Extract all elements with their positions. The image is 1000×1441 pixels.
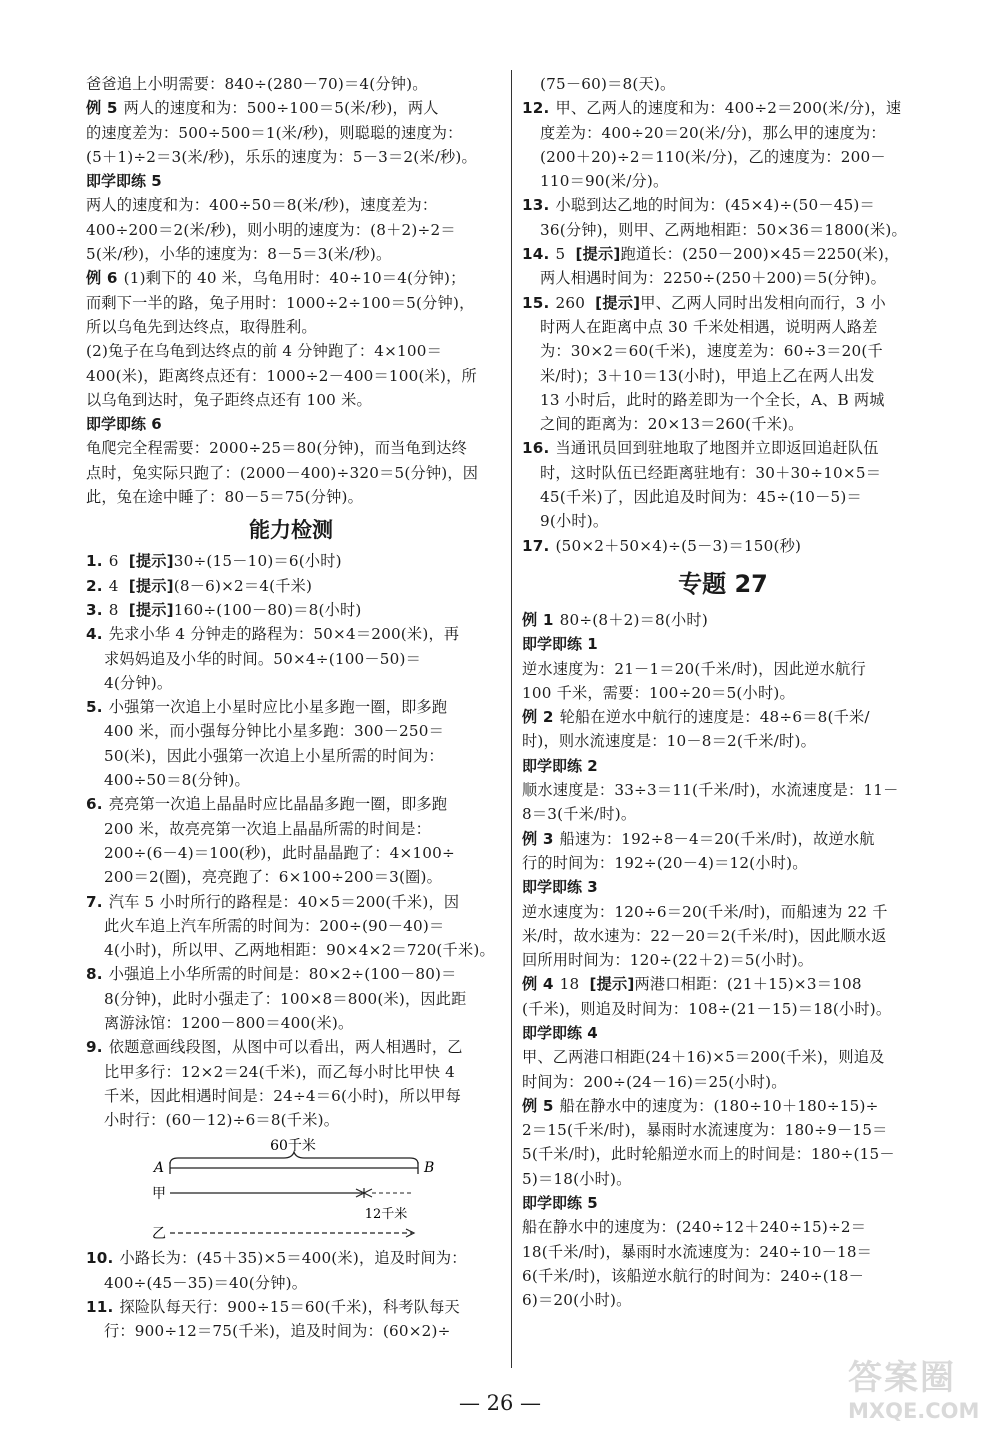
paragraph-line: 45(千米)了，因此追及时间为：45÷(10－5)＝ xyxy=(540,488,862,507)
paragraph-line: 时，这时队伍已经距离驻地有：30＋30÷10×5＝ xyxy=(540,463,882,482)
paragraph-line: 时间为：200÷(24－16)＝25(小时)。 xyxy=(522,1072,787,1091)
section-title: 专题 27 xyxy=(678,569,768,598)
paragraph-line: 5)＝18(小时)。 xyxy=(522,1169,632,1188)
paragraph-line: 千米，因此相遇时间是：24÷4＝6(小时)，所以甲每 xyxy=(104,1086,461,1105)
practice-heading-5-right: 即学即练 5 xyxy=(522,1194,598,1213)
paragraph-line: 米/时，故水速为：22－20＝2(千米/时)，因此顺水返 xyxy=(522,926,887,945)
paragraph-line: 8＝3(千米/时)。 xyxy=(522,805,637,824)
column-divider xyxy=(511,70,512,1368)
paragraph-line: 船在静水中的速度为：(240÷12＋240÷15)÷2＝ xyxy=(522,1218,867,1237)
paragraph-line: 110＝90(米/分)。 xyxy=(540,172,669,191)
question-17: 17. (50×2＋50×4)÷(5－3)＝150(秒) xyxy=(522,536,802,555)
paragraph-line: 而剩下一半的路，兔子用时：1000÷2÷100＝5(分钟)， xyxy=(86,293,475,312)
paragraph-line: 200÷(6－4)＝100(秒)，此时晶晶跑了：4×100÷ xyxy=(104,843,455,862)
paragraph-line: 逆水速度为：120÷6＝20(千米/时)，而船速为 22 千 xyxy=(522,902,888,921)
paragraph-line: (200＋20)÷2＝110(米/分)，乙的速度为：200－ xyxy=(540,147,886,166)
section-title: 能力检测 xyxy=(249,518,333,543)
paragraph-line: 两人相遇时间为：2250÷(250＋200)＝5(分钟)。 xyxy=(540,269,886,288)
paragraph-line: 200＝2(圈)，亮亮跑了：6×100÷200＝3(圈)。 xyxy=(104,868,442,887)
paragraph-line: 回所用时间为：120÷(22＋2)＝5(小时)。 xyxy=(522,951,814,970)
point-b-label: B xyxy=(424,1160,435,1177)
paragraph-line: 点时，兔实际只跑了：(2000－400)÷320＝5(分钟)，因 xyxy=(86,463,479,482)
paragraph-line: 400 米，而小强每分钟比小星多跑：300－250＝ xyxy=(104,722,444,741)
paragraph-line: 400÷50＝8(分钟)。 xyxy=(104,771,250,790)
hint-label: [提示] xyxy=(128,576,174,595)
example-label: 例 5 xyxy=(86,99,118,118)
paragraph-line: 此火车追上汽车所需的时间为：200÷(90－40)＝ xyxy=(104,916,445,935)
paragraph-line: 之间的距离为：20×13＝260(千米)。 xyxy=(540,415,804,434)
question-8: 8. 小强追上小华所需的时间是：80×2÷(100－80)＝ xyxy=(86,965,457,984)
watermark-url: MXQE.COM xyxy=(848,1399,980,1423)
paragraph-line: 400÷(45－35)＝40(分钟)。 xyxy=(104,1273,308,1292)
paragraph-line: 度差为：400÷20＝20(米/分)，那么甲的速度为： xyxy=(540,123,886,142)
question-7: 7. 汽车 5 小时所行的路程是：40×5＝200(千米)，因 xyxy=(86,892,460,911)
example-4: 例 4 18 [提示]两港口相距：(21＋15)×3＝108 xyxy=(522,975,862,994)
question-6: 6. 亮亮第一次追上晶晶时应比晶晶多跑一圈，即多跑 xyxy=(86,795,448,814)
paragraph-line: 时)，则水流速度是：10－8＝2(千米/时)。 xyxy=(522,732,816,751)
paragraph-line: 36(分钟)，则甲、乙两地相距：50×36＝1800(米)。 xyxy=(540,220,907,239)
watermark-logo xyxy=(848,1350,988,1436)
paragraph-line: 所以乌龟先到达终点，取得胜利。 xyxy=(86,317,317,336)
paragraph-line: 米/时)；3＋10＝13(小时)，甲追上乙在两人出发 xyxy=(540,366,875,385)
paragraph-line: 求妈妈追及小华的时间。50×4÷(100－50)＝ xyxy=(104,649,422,668)
paragraph-line: 时两人在距离中点 30 千米处相遇，说明两人路差 xyxy=(540,317,878,336)
paragraph-line: 龟爬完全程需要：2000÷25＝80(分钟)，而当龟到达终 xyxy=(86,439,468,458)
example-label: 例 2 xyxy=(522,708,554,727)
example-label: 例 4 xyxy=(522,975,554,994)
paragraph-line: 甲、乙两港口相距(24＋16)×5＝200(千米)，则追及 xyxy=(522,1048,885,1067)
example-6: 例 6 (1)剩下的 40 米，乌龟用时：40÷10＝4(分钟)； xyxy=(86,269,466,288)
example-label: 例 3 xyxy=(522,829,554,848)
practice-heading-6: 即学即练 6 xyxy=(86,415,162,434)
paragraph-line: 小时行：(60－12)÷6＝8(千米)。 xyxy=(104,1111,340,1130)
paragraph-line: (75－60)＝8(天)。 xyxy=(540,75,676,93)
paragraph-line: 以乌龟到达时，兔子距终点还有 100 米。 xyxy=(86,390,372,409)
example-label: 例 1 xyxy=(522,610,554,629)
hint-label: [提示] xyxy=(589,975,635,994)
diagram-total-label: 60千米 xyxy=(270,1138,316,1155)
example-2: 例 2 轮船在逆水中航行的速度是：48÷6＝8(千米/ xyxy=(522,708,870,727)
line-segment-diagram xyxy=(86,1134,496,1242)
question-11: 11. 探险队每天行：900÷15＝60(千米)，科考队每天 xyxy=(86,1298,460,1317)
right-column xyxy=(522,72,924,1313)
paragraph-line: 50(米)，因此小强第一次追上小星所需的时间为： xyxy=(104,746,444,765)
paragraph-line: 8(分钟)，此时小强走了：100×8＝800(米)，因此距 xyxy=(104,989,467,1008)
question-5: 5. 小强第一次追上小星时应比小星多跑一圈，即多跑 xyxy=(86,698,448,717)
page-number: — 26 — xyxy=(458,1391,542,1415)
hint-label: [提示] xyxy=(575,245,621,264)
paragraph-line: 爸爸追上小明需要：840÷(280－70)＝4(分钟)。 xyxy=(86,75,428,93)
practice-heading-4: 即学即练 4 xyxy=(522,1023,598,1042)
yi-label: 乙 xyxy=(152,1226,166,1243)
example-3: 例 3 船速为：192÷8－4＝20(千米/时)，故逆水航 xyxy=(522,829,875,848)
hint-label: [提示] xyxy=(128,552,174,571)
example-5-right: 例 5 船在静水中的速度为：(180÷10＋180÷15)÷ xyxy=(522,1096,879,1115)
diff-label: 12千米 xyxy=(364,1207,408,1223)
hint-label: [提示] xyxy=(595,293,641,312)
example-label: 例 6 xyxy=(86,269,118,288)
question-14: 14. 5 [提示]跑道长：(250－200)×45＝2250(米)， xyxy=(522,245,900,264)
paragraph-line: 的速度差为：500÷500＝1(米/秒)，则聪聪的速度为： xyxy=(86,123,463,142)
paragraph-line: 顺水速度是：33÷3＝11(千米/时)，水流速度是：11－ xyxy=(522,781,899,800)
question-12: 12. 甲、乙两人的速度和为：400÷2＝200(米/分)，速 xyxy=(522,99,902,118)
question-9: 9. 依题意画线段图，从图中可以看出，两人相遇时，乙 xyxy=(86,1038,463,1057)
paragraph-line: 行：900÷12＝75(千米)，追及时间为：(60×2)÷ xyxy=(104,1322,451,1341)
question-1: 1. 6 [提示]30÷(15－10)＝6(小时) xyxy=(86,552,342,571)
paragraph-line: 比甲多行：12×2＝24(千米)，而乙每小时比甲快 4 xyxy=(104,1062,455,1081)
diff-arrow-left xyxy=(364,1189,372,1197)
paragraph-line: (5＋1)÷2＝3(米/秒)，乐乐的速度为：5－3＝2(米/秒)。 xyxy=(86,147,477,166)
question-13: 13. 小聪到达乙地的时间为：(45×4)÷(50－45)＝ xyxy=(522,196,875,215)
paragraph-line: 为：30×2＝60(千米)，速度差为：60÷3＝20(千 xyxy=(540,342,883,361)
practice-heading-5: 即学即练 5 xyxy=(86,172,162,191)
paragraph-line: 行的时间为：192÷(20－4)＝12(小时)。 xyxy=(522,853,808,872)
paragraph-line: 9(小时)。 xyxy=(540,512,609,531)
paragraph-line: 离游泳馆：1200－800＝400(米)。 xyxy=(104,1013,354,1032)
paragraph-line: 18(千米/时)，暴雨时水流速度为：240÷10－18＝ xyxy=(522,1242,873,1261)
question-16: 16. 当通讯员回到驻地取了地图并立即返回追赶队伍 xyxy=(522,439,879,458)
example-1: 例 1 80÷(8＋2)＝8(小时) xyxy=(522,610,708,629)
example-label: 例 5 xyxy=(522,1096,554,1115)
watermark-text: 答案圈 xyxy=(848,1358,956,1398)
example-5: 例 5 两人的速度和为：500÷100＝5(米/秒)，两人 xyxy=(86,99,439,118)
jia-label: 甲 xyxy=(152,1186,166,1203)
point-a-label: A xyxy=(153,1160,164,1177)
practice-heading-1: 即学即练 1 xyxy=(522,635,598,654)
question-15: 15. 260 [提示]甲、乙两人同时出发相向而行，3 小 xyxy=(522,293,886,312)
question-10: 10. 小路长为：(45＋35)×5＝400(米)，追及时间为： xyxy=(86,1249,467,1268)
paragraph-line: 4(小时)，所以甲、乙两地相距：90×4×2＝720(千米)。 xyxy=(104,941,495,960)
question-3: 3. 8 [提示]160÷(100－80)＝8(小时) xyxy=(86,600,362,619)
paragraph-line: 13 小时后，此时的路差即为一个全长，A、B 两城 xyxy=(540,390,885,409)
question-2: 2. 4 [提示](8－6)×2＝4(千米) xyxy=(86,576,313,595)
paragraph-line: (2)兔子在乌龟到达终点的前 4 分钟跑了：4×100＝ xyxy=(86,342,442,361)
paragraph-line: 6(千米/时)，该船逆水航行的时间为：240÷(18－ xyxy=(522,1266,864,1285)
paragraph-line: 5(米/秒)，小华的速度为：8－5＝3(米/秒)。 xyxy=(86,245,392,264)
paragraph-line: (千米)，则追及时间为：108÷(21－15)＝18(小时)。 xyxy=(522,999,892,1018)
paragraph-line: 400(米)，距离终点还有：1000÷2－400＝100(米)，所 xyxy=(86,366,477,385)
diagram-svg xyxy=(86,1134,496,1242)
left-column xyxy=(86,72,496,1344)
paragraph-line: 2＝15(千米/时)，暴雨时水流速度为：180÷9－15＝ xyxy=(522,1121,888,1140)
paragraph-line: 400÷200＝2(米/秒)，则小明的速度为：(8＋2)÷2＝ xyxy=(86,220,456,239)
paragraph-line: 此，兔在途中睡了：80－5＝75(分钟)。 xyxy=(86,488,363,507)
paragraph-line: 逆水速度为：21－1＝20(千米/时)，因此逆水航行 xyxy=(522,659,866,678)
question-4: 4. 先求小华 4 分钟走的路程为：50×4＝200(米)，再 xyxy=(86,625,460,644)
hint-label: [提示] xyxy=(128,600,174,619)
paragraph-line: 200 米，故亮亮第一次追上晶晶所需的时间是： xyxy=(104,819,431,838)
practice-heading-2: 即学即练 2 xyxy=(522,756,598,775)
paragraph-line: 6)＝20(小时)。 xyxy=(522,1291,632,1310)
practice-heading-3: 即学即练 3 xyxy=(522,878,598,897)
paragraph-line: 4(分钟)。 xyxy=(104,673,173,692)
paragraph-line: 5(千米/时)，此时轮船逆水而上的时间是：180÷(15－ xyxy=(522,1145,895,1164)
paragraph-line: 两人的速度和为：400÷50＝8(米/秒)，速度差为： xyxy=(86,196,438,215)
paragraph-line: 100 千米，需要：100÷20＝5(小时)。 xyxy=(522,683,795,702)
